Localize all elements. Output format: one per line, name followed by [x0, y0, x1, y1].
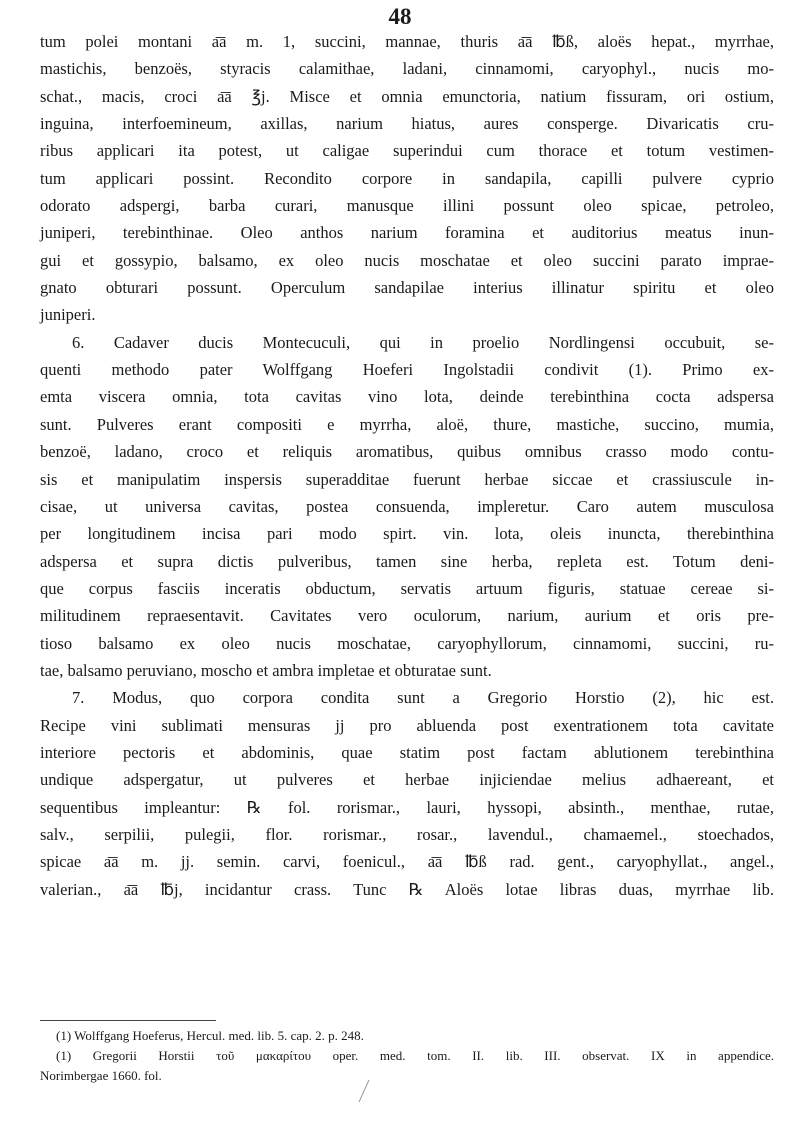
- body-text: [40, 28, 774, 903]
- text-line: militudinem repraesentavit. Cavitates vero oculorum, narium, aurium et oris pre-: [40, 606, 774, 626]
- text-line: sunt. Pulveres erant compositi e myrrha, aloë, thure, mastiche, succino, mumia,: [40, 414, 774, 434]
- text-line: juniperi, terebinthinae. Oleo anthos narium foramina et auditorius meatus inun-: [40, 223, 774, 243]
- paragraph-start-line: 6. Cadaver ducis Montecuculi, qui in proelio Nordlingensi occubuit, se-: [72, 332, 774, 352]
- text-line: adspersa et supra dictis pulveribus, tamen sine herba, repleta est. Totum deni-: [40, 551, 774, 571]
- text-line: Recipe vini sublimati mensuras jj pro abluenda post exentrationem tota cavitate: [40, 715, 774, 735]
- text-line: ribus applicari ita potest, ut caligae superindui cum thorace et totum vestimen-: [40, 141, 774, 161]
- text-line: juniperi.: [40, 305, 96, 325]
- footnote: (1) Wolffgang Hoeferus, Hercul. med. lib. 5. cap. 2. p. 248.: [56, 1028, 364, 1043]
- paragraph-start-line: 7. Modus, quo corpora condita sunt a Gregorio Horstio (2), hic est.: [72, 688, 774, 708]
- text-line: mastichis, benzoës, styracis calamithae, ladani, cinnamomi, caryophyl., nucis mo-: [40, 59, 774, 79]
- footnotes: [40, 1026, 774, 1086]
- footnote: (1) Gregorii Horstii τοῦ μακαρίτου oper. med. tom. II. lib. III. observat. IX in appendice.: [56, 1048, 774, 1063]
- footnote-continuation: Norimbergae 1660. fol.: [40, 1068, 162, 1083]
- text-line: quenti methodo pater Wolffgang Hoeferi Ingolstadii condivit (1). Primo ex-: [40, 360, 774, 380]
- text-line: emta viscera omnia, tota cavitas vino lota, deinde terebinthina cocta adspersa: [40, 387, 774, 407]
- text-line: tae, balsamo peruviano, moscho et ambra impletae et obturatae sunt.: [40, 660, 492, 680]
- text-line: tum applicari possint. Recondito corpore in sandapila, capilli pulvere cyprio: [40, 168, 774, 188]
- text-line: benzoë, ladano, croco et reliquis aromatibus, quibus omnibus crasso modo contu-: [40, 442, 774, 462]
- text-line: tum polei montani a͞a m. 1, succini, mannae, thuris a͞a ℔ß, aloës hepat., myrrhae,: [40, 32, 774, 51]
- text-line: sequentibus impleantur: ℞ fol. rorismar., lauri, hyssopi, absinth., menthae, rutae,: [40, 797, 774, 817]
- text-line: per longitudinem incisa pari modo spirt. vin. lota, oleis inuncta, therebinthina: [40, 524, 774, 544]
- text-line: inguina, interfoemineum, axillas, narium hiatus, aures consperge. Divaricatis cru-: [40, 114, 774, 134]
- text-line: interiore pectoris et abdominis, quae statim post factam ablutionem terebinthina: [40, 742, 774, 762]
- text-line: schat., macis, croci a͞a ℥j. Misce et omnia emunctoria, natium fissuram, ori ostium,: [40, 86, 774, 106]
- footnote-rule: [40, 1020, 216, 1021]
- text-line: undique adspergatur, ut pulveres et herbae injiciendae melius adhaereant, et: [40, 770, 774, 790]
- text-line: gnato obturari possunt. Operculum sandapilae interius illinatur spiritu et oleo: [40, 278, 774, 298]
- text-line: salv., serpilii, pulegii, flor. rorismar., rosar., lavendul., chamaemel., stoechados,: [40, 824, 774, 844]
- text-line: tioso balsamo ex oleo nucis moschatae, caryophyllorum, cinnamomi, succini, ru-: [40, 633, 774, 653]
- text-line: valerian., a͞a ℔j, incidantur crass. Tunc ℞ Aloës lotae libras duas, myrrhae lib.: [40, 879, 774, 899]
- pen-stroke-mark: [356, 1078, 372, 1104]
- text-line: odorato adspergi, barba curari, manusque illini possunt oleo spicae, petroleo,: [40, 196, 774, 216]
- text-line: cisae, ut universa cavitas, postea consuenda, impleretur. Caro autem musculosa: [40, 496, 774, 516]
- page-number: 48: [388, 4, 412, 29]
- text-line: gui et gossypio, balsamo, ex oleo nucis moschatae et oleo succini parato imprae-: [40, 250, 774, 270]
- text-line: sis et manipulatim inspersis superadditae fuerunt herbae siccae et crassiuscule in-: [40, 469, 774, 489]
- text-line: spicae a͞a m. jj. semin. carvi, foenicul., a͞a ℔ß rad. gent., caryophyllat., angel.,: [40, 852, 774, 872]
- text-line: que corpus fasciis inceratis obductum, servatis artuum figuris, statuae cereae si-: [40, 578, 774, 598]
